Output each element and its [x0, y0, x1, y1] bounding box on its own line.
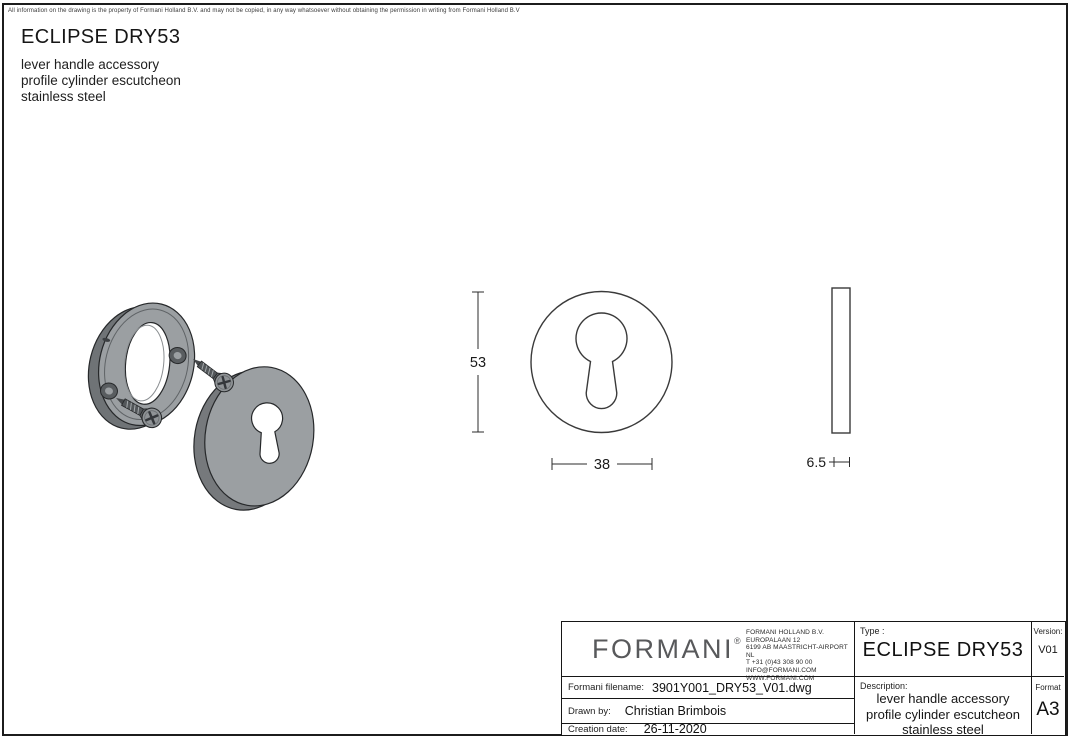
address-line: INFO@FORMANI.COM	[746, 666, 817, 674]
description-line: stainless steel	[902, 722, 984, 737]
version-value: V01	[1038, 644, 1058, 656]
title-block	[561, 621, 1066, 736]
creation-date-value: 26-11-2020	[643, 722, 707, 736]
description-line: lever handle accessory	[876, 691, 1010, 706]
dim-thickness-label: 6.5	[806, 454, 826, 470]
creation-date-row	[562, 723, 854, 734]
registered-mark: ®	[734, 636, 741, 646]
drawn-by-row	[562, 698, 854, 723]
drawn-by-value: Christian Brimbois	[624, 704, 727, 718]
version-cell	[1031, 622, 1064, 676]
front-view	[531, 292, 672, 433]
description-line: profile cylinder escutcheon	[866, 706, 1020, 722]
format-label: Format	[1035, 683, 1061, 692]
version-label: Version:	[1033, 627, 1063, 636]
dimension-width	[552, 453, 652, 474]
address-line: T +31 (0)43 308 90 00	[746, 659, 813, 667]
formani-logo: FORMANI	[592, 634, 734, 664]
side-profile	[832, 288, 850, 433]
format-value: A3	[1036, 699, 1060, 720]
product-title: ECLIPSE DRY53	[21, 26, 181, 48]
type-cell	[854, 622, 1031, 676]
filename-row	[562, 676, 854, 698]
description-cell	[854, 676, 1031, 737]
side-view	[832, 288, 850, 433]
address-line: FORMANI HOLLAND B.V.	[746, 629, 824, 636]
subtitle-line: lever handle accessory	[21, 57, 160, 72]
type-label: Type :	[860, 626, 885, 636]
format-cell	[1031, 676, 1064, 734]
subtitle-line: profile cylinder escutcheon	[21, 73, 181, 88]
subtitle-line: stainless steel	[21, 89, 106, 104]
cover-rose-3d	[183, 356, 325, 520]
address-line: EUROPALAAN 12	[746, 636, 801, 644]
type-value: ECLIPSE DRY53	[862, 639, 1024, 661]
dimension-thickness	[807, 454, 850, 470]
description-label: Description:	[860, 681, 908, 691]
filename-value: 3901Y001_DRY53_V01.dwg	[652, 680, 812, 695]
dim-height-label: 53	[469, 355, 487, 371]
isometric-view	[76, 291, 325, 521]
dim-width-label: 38	[593, 457, 611, 473]
company-address	[746, 629, 854, 682]
drawn-by-label: Drawn by:	[568, 705, 611, 717]
filename-label: Formani filename:	[568, 682, 645, 693]
creation-date-label: Creation date:	[568, 723, 628, 735]
dimension-height	[467, 292, 489, 432]
logo-cell	[562, 622, 854, 682]
copyright-disclaimer: All information on the drawing is the property of Formani Holland B.V. and may not be copied, in any way whatsoever without obtaining the permission in writing from Formani Holland B.V	[8, 8, 520, 14]
address-line: 6199 AB MAASTRICHT-AIRPORT NL	[746, 644, 848, 659]
address-line: WWW.FORMANI.COM	[746, 674, 815, 682]
